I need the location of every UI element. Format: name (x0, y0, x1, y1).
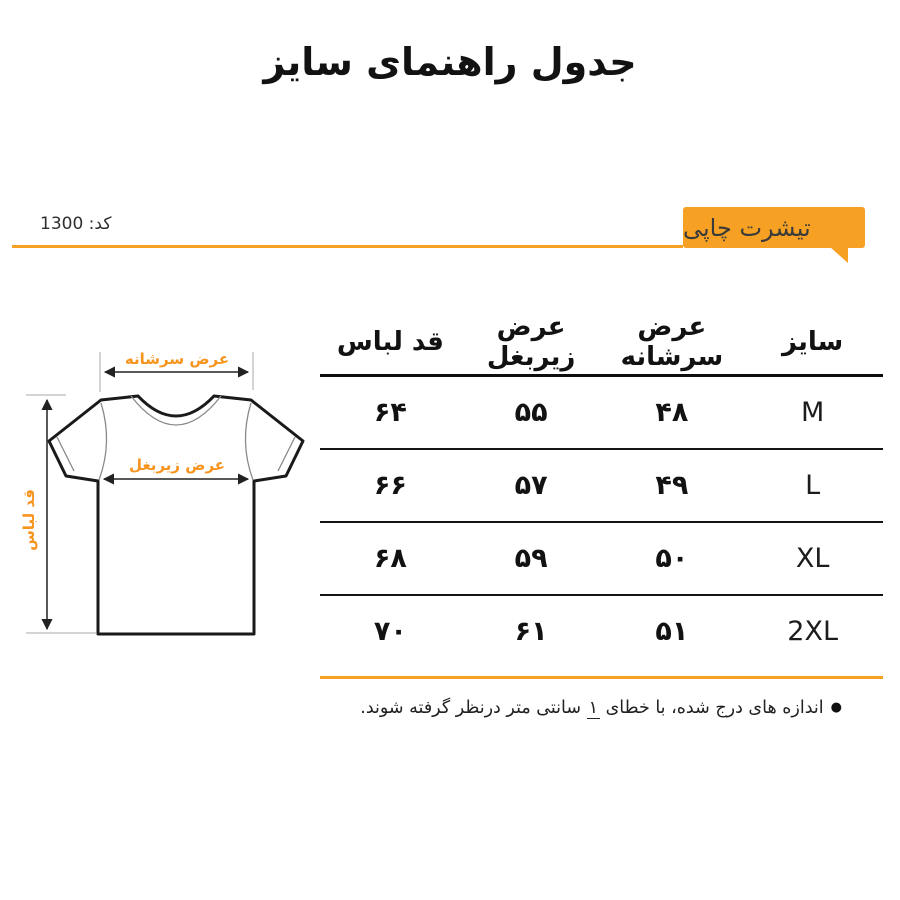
column-header-chest: عرض زیربغل (486, 312, 576, 372)
badge-tail (830, 247, 848, 263)
bullet-icon: ● (830, 700, 842, 715)
shoulder-width-label: عرض سرشانه (124, 350, 230, 368)
column-header-length: قد لباس (336, 327, 444, 357)
column-header-shoulder: عرض سرشانه (620, 312, 724, 372)
size-table-row (320, 521, 883, 594)
footnote-text-after: سانتی متر درنظر گرفته شوند. (360, 698, 587, 718)
size-table-row (320, 448, 883, 521)
chest-cell: ۶۱ (514, 616, 548, 647)
footnote-text-before: اندازه های درج شده، با خطای (600, 698, 824, 718)
garment-length-label: قد لباس (20, 489, 38, 551)
size-table-row (320, 374, 883, 448)
footnote-tolerance-value: ۱ (588, 698, 598, 718)
size-cell: 2XL (787, 616, 838, 647)
tshirt-measurement-diagram (0, 330, 330, 660)
product-name-badge (683, 207, 865, 248)
shoulder-cell: ۴۹ (655, 470, 689, 501)
shoulder-cell: ۵۰ (655, 543, 689, 574)
size-cell: L (805, 470, 821, 501)
size-table (320, 310, 883, 667)
table-bottom-accent-line (320, 676, 883, 679)
chest-cell: ۵۹ (514, 543, 548, 574)
tshirt-outline (49, 396, 303, 634)
header-divider-line (12, 245, 683, 248)
chest-cell: ۵۷ (514, 470, 548, 501)
size-cell: M (800, 397, 825, 428)
size-table-body (320, 374, 883, 667)
length-cell: ۶۸ (373, 543, 407, 574)
length-cell: ۶۶ (373, 470, 407, 501)
product-code: کد: 1300 (40, 214, 112, 234)
product-name-label: تیشرت چاپی (683, 213, 811, 242)
shoulder-cell: ۵۱ (655, 616, 689, 647)
size-table-row (320, 594, 883, 667)
chest-width-label: عرض زیربغل (128, 456, 226, 474)
chest-cell: ۵۵ (514, 397, 548, 428)
column-header-size: سایز (781, 327, 844, 357)
size-cell: XL (795, 543, 830, 574)
page-title: جدول راهنمای سایز (263, 40, 637, 84)
length-cell: ۷۰ (373, 616, 407, 647)
shoulder-cell: ۴۸ (655, 397, 689, 428)
length-cell: ۶۴ (373, 397, 407, 428)
tolerance-footnote (360, 698, 842, 718)
size-table-header (320, 310, 883, 374)
